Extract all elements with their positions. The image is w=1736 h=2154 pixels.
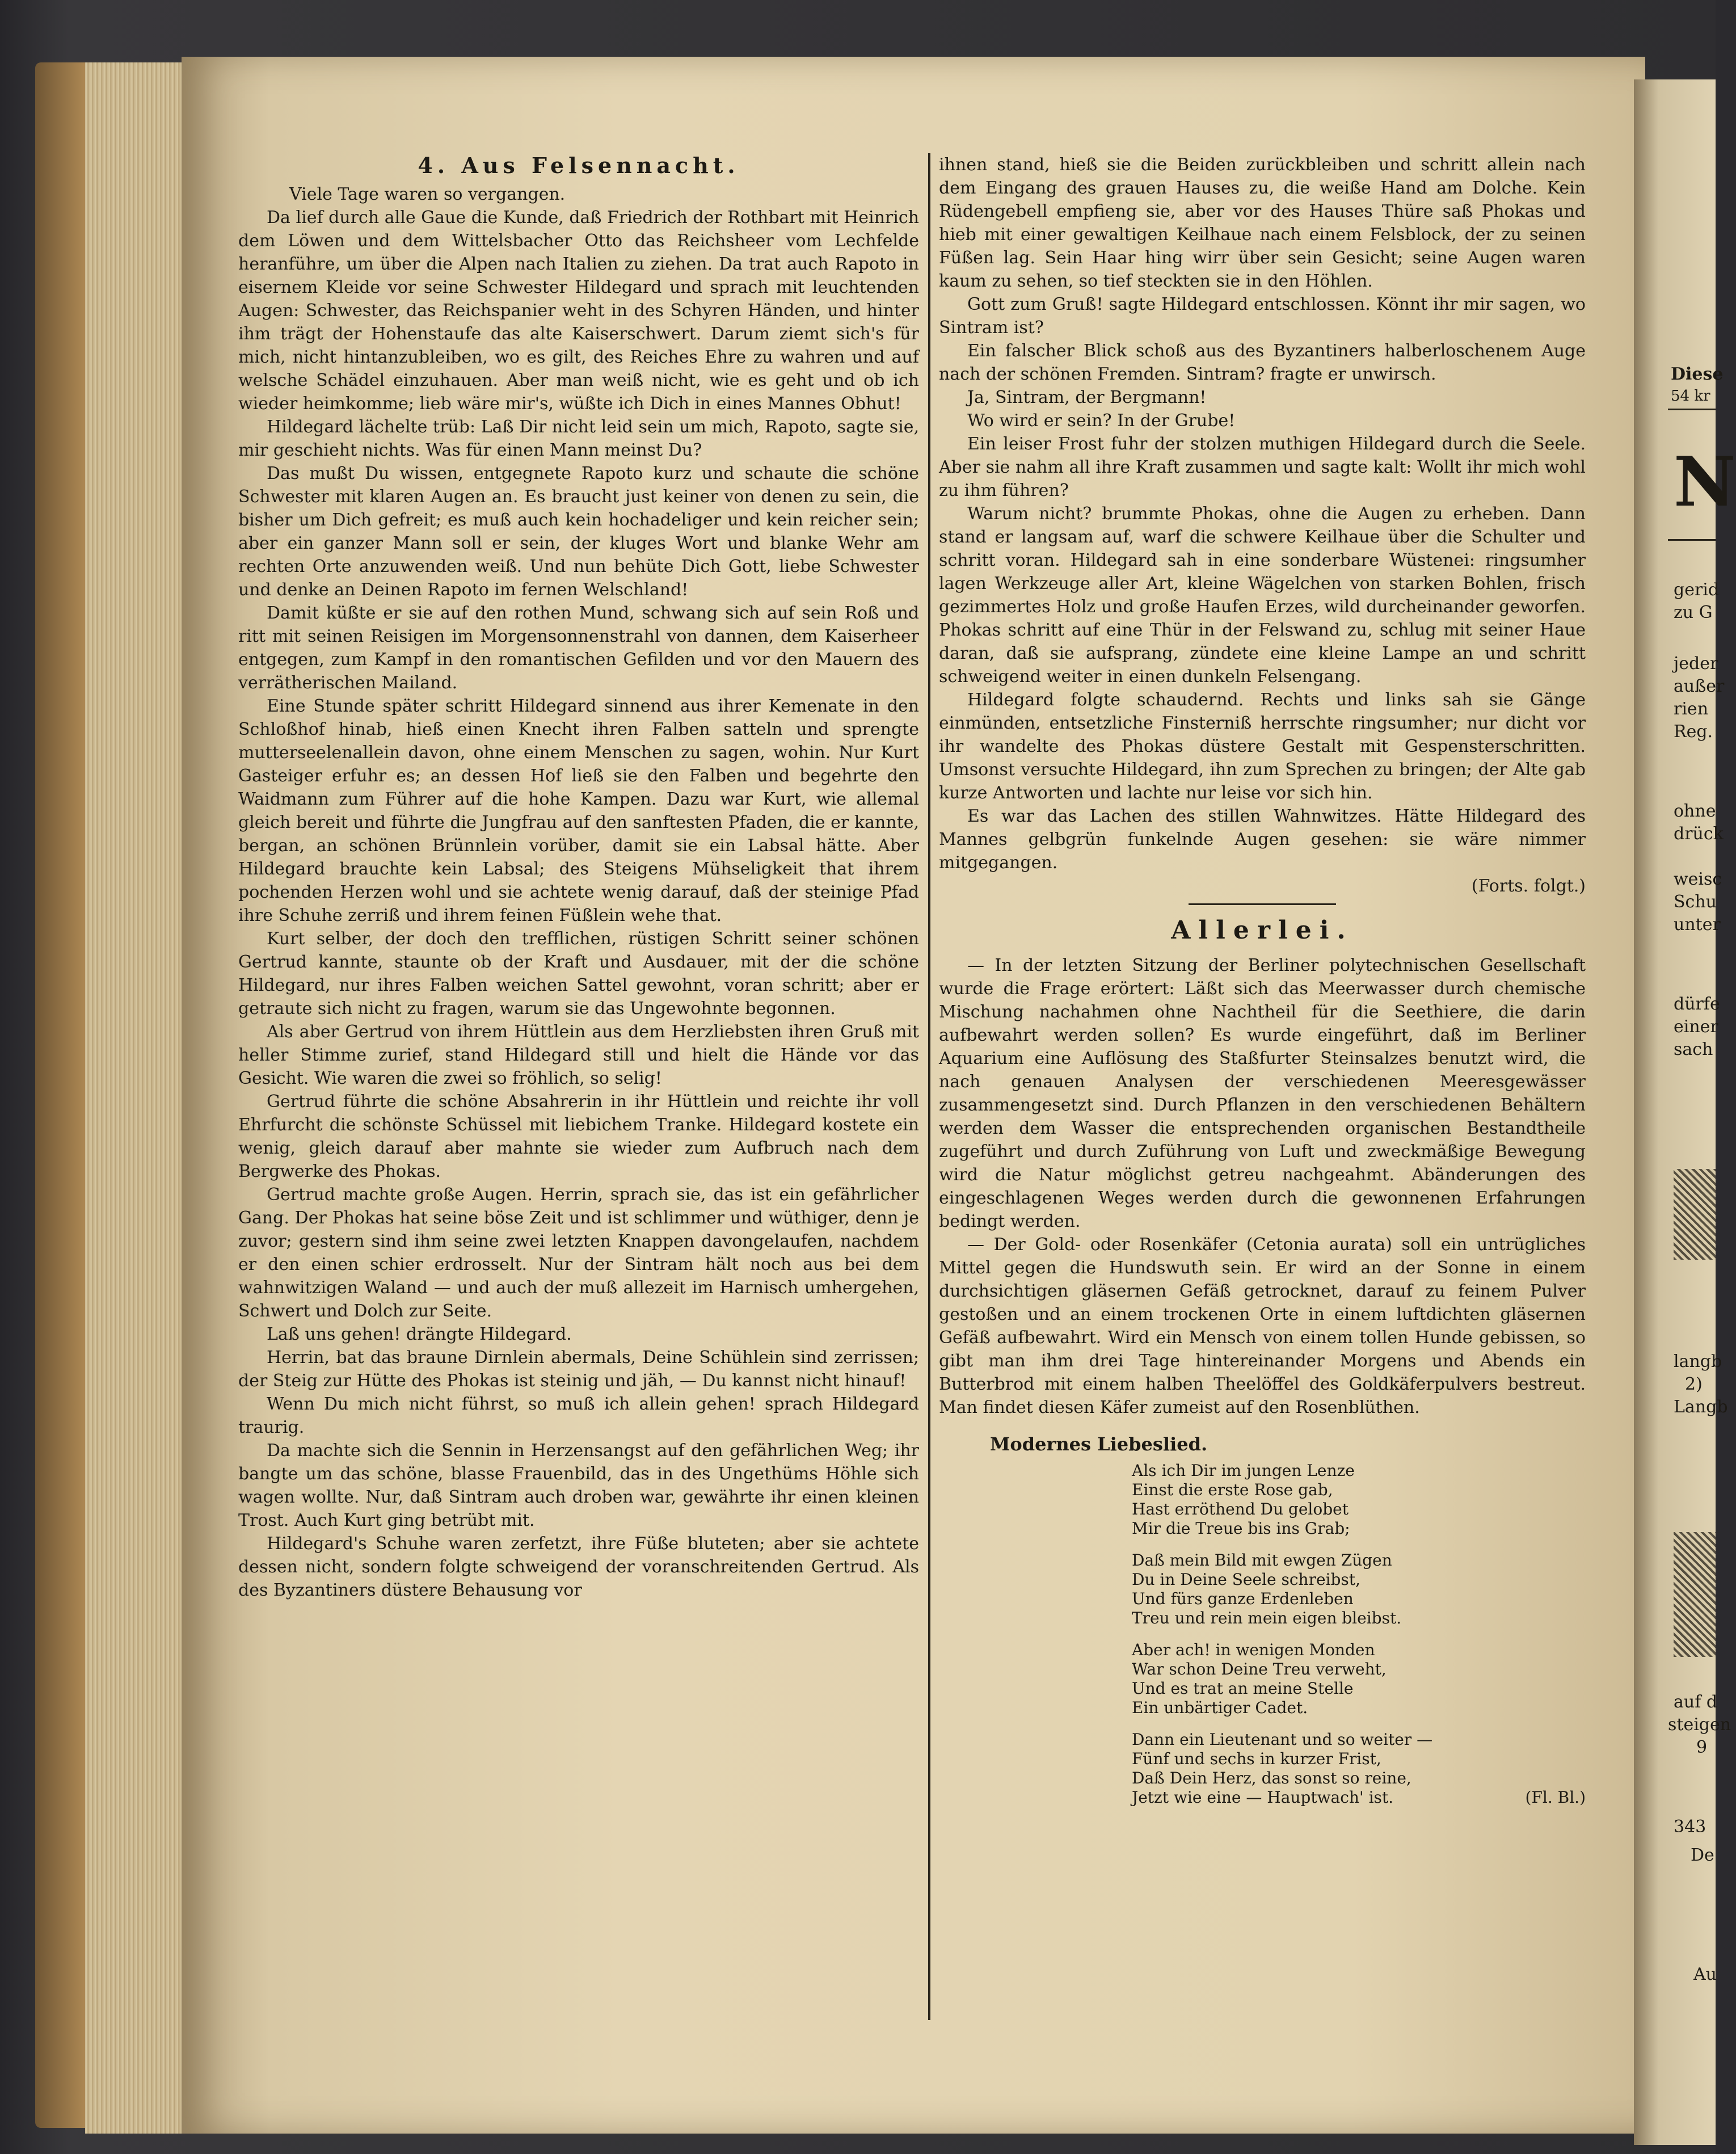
- next-page-fragment: einer: [1674, 1017, 1718, 1037]
- next-page-rule: [1668, 409, 1716, 410]
- paragraph: Kurt selber, der doch den trefflichen, rüstigen Schritt seiner schönen Gertrud kannte, staunte ob der Kraft und Ausdauer, mit der die schöne Hildegard, nur ihres Falben weichen Sattel gewohnt, voran schritt; aber er getraute sich nicht zu fragen, warum sie das Ungewohnte begonnen.: [238, 929, 919, 1019]
- poem-line: War schon Deine Treu verweht,: [1132, 1660, 1387, 1678]
- paragraph: Warum nicht? brummte Phokas, ohne die Augen zu erheben. Dann stand er langsam auf, warf die schwere Keilhaue über die Schulter und schritt voran. Hildegard sah in eine sonderbare Wüstenei: ringsumher lagen Werkzeuge aller Art, kleine Wägelchen von starken Bohlen, frisch gezimmertes Holz und große Haufen Erzes, wild durcheinander geworfen. Phokas schritt auf eine Thür in der Felswand zu, schlug mit seiner Haue daran, daß sie aufsprang, zündete eine kleine Lampe an und schritt schweigend weiter in einen dunkeln Felsengang.: [939, 504, 1586, 687]
- section-title: Allerlei.: [1171, 916, 1354, 945]
- poem-line: Dann ein Lieutenant und so weiter —: [1132, 1730, 1433, 1749]
- next-page-fragment: drück: [1674, 824, 1724, 844]
- poem-stanza: [1132, 1640, 1586, 1718]
- next-page-fragment: weisc: [1674, 869, 1722, 889]
- poem-line: Als ich Dir im jungen Lenze: [1132, 1461, 1355, 1480]
- paragraph: Hildegard folgte schaudernd. Rechts und links sah sie Gänge einmünden, entsetzliche Finsterniß herrschte ringsumher; nur dicht vor ihr wandelte des Phokas düstere Gestalt mit Gespensterschritten. Umsonst versuchte Hildegard, ihn zum Sprechen zu bringen; der Alte gab kurze Antworten und lachte nur leise vor sich hin.: [939, 690, 1586, 803]
- paragraph: Wo wird er sein? In der Grube!: [967, 411, 1236, 431]
- paragraph: Herrin, bat das braune Dirnlein abermals, Deine Schühlein sind zerrissen; der Steig zur Hütte des Phokas ist steinig und jäh, — Du kannst nicht hinauf!: [238, 1348, 919, 1391]
- poem-line: Ein unbärtiger Cadet.: [1132, 1698, 1308, 1717]
- paragraph: ihnen stand, hieß sie die Beiden zurückbleiben und schritt allein nach dem Eingang des grauen Hauses zu, die weiße Hand am Dolche. Kein Rüdengebell empfieng sie, aber vor des Hauses Thüre saß Phokas und hieb mit einer gewaltigen Keilhaue nach einem Felsblock, der zu seinen Füßen lag. Sein Haar hing wirr über sein Gesicht; seine Augen waren kaum zu sehen, so tief steckten sie in den Höhlen.: [939, 155, 1586, 291]
- poem-title: Modernes Liebeslied.: [990, 1433, 1208, 1455]
- poem-line: Mir die Treue bis ins Grab;: [1132, 1519, 1350, 1538]
- news-item: — In der letzten Sitzung der Berliner polytechnischen Gesellschaft wurde die Frage erörtert: Läßt sich das Meerwasser durch chemische Mischung nachahmen ohne Nachtheil für die Seethiere, die darin aufbewahrt werden sollen? Es wurde eingeführt, daß im Berliner Aquarium eine Auflösung des Staßfurter Steinsalzes benutzt wird, die nach genauen Analysen der verschiedenen Meeresgewässer zusammengesetzt sind. Durch Pflanzen in den verschiedenen Behältern werden dem Wasser die entsprechenden organischen Bestandtheile zugeführt und durch Zuführung von Luft und zweckmäßige Bewegung wird die Natur möglichst getreu nachgeahmt. Abänderungen des eingeschlagenen Weges werden durch die gewonnenen Erfahrungen bedingt werden.: [939, 956, 1586, 1231]
- chapter-heading: 4. Aus Felsennacht.: [418, 153, 740, 178]
- news-item: — Der Gold- oder Rosenkäfer (Cetonia aurata) soll ein untrügliches Mittel gegen die Hundswuth sein. Er wird an der Sonne in einem durchsichtigen gläsernen Gefäß getrocknet, darauf zu feinem Pulver gestoßen und an einem trockenen Orte in einem luftdichten gläsernen Gefäß aufbewahrt. Wird ein Mensch von einem tollen Hunde gebissen, so gibt man ihm drei Tage hintereinander Morgens und Abends ein Butterbrod mit einem halben Theelöffel des Goldkäferpulvers bestreut. Man findet diesen Käfer zumeist auf den Rosenblüthen.: [939, 1235, 1586, 1417]
- next-page-fragment: außer: [1674, 676, 1725, 696]
- paragraph: Ein leiser Frost fuhr der stolzen muthigen Hildegard durch die Seele. Aber sie nahm all ihre Kraft zusammen und sagte kalt: Wollt ihr mich wohl zu ihm führen?: [939, 434, 1586, 500]
- poem-line: Daß Dein Herz, das sonst so reine,: [1132, 1769, 1411, 1787]
- next-page-illustration: [1674, 1169, 1716, 1260]
- poem-stanza: [1132, 1730, 1586, 1807]
- column-divider: [928, 153, 930, 2020]
- paragraph: Viele Tage waren so vergangen.: [289, 184, 566, 204]
- next-page-fragment: steigen: [1668, 1715, 1731, 1735]
- paragraph: Ja, Sintram, der Bergmann!: [967, 388, 1207, 407]
- paragraph: Gott zum Gruß! sagte Hildegard entschlossen. Könnt ihr mir sagen, wo Sintram ist?: [939, 295, 1586, 338]
- right-column: [939, 153, 1586, 1820]
- next-page-fragment: sach: [1674, 1040, 1713, 1059]
- paragraph: Laß uns gehen! drängte Hildegard.: [267, 1324, 572, 1344]
- next-page-illustration: [1674, 1532, 1716, 1657]
- paragraph: Da lief durch alle Gaue die Kunde, daß Friedrich der Rothbart mit Heinrich dem Löwen und dem Wittelsbacher Otto das Reichsheer vom Lechfelde heranführe, um über die Alpen nach Italien zu ziehen. Da trat auch Rapoto in eisernem Kleide vor seine Schwester Hildegard und sprach mit leuchtenden Augen: Schwester, das Reichspanier weht in des Schyren Händen, und hinter ihm trägt der Hohenstaufe das alte Kaiserschwert. Darum ziemt sich's für mich, nicht hintanzubleiben, wo es gilt, des Reiches Ehre zu wahren und auf welsche Schädel einzuhauen. Aber man weiß nicht, wie es geht und ob ich wieder heimkomme; lieb wäre mir's, wüßte ich Dich in eines Mannes Obhut!: [238, 208, 919, 414]
- paragraph: Wenn Du mich nicht führst, so muß ich allein gehen! sprach Hildegard traurig.: [238, 1394, 919, 1437]
- next-page-fragment: ohne: [1674, 801, 1716, 821]
- next-page-fragment: zu G: [1674, 603, 1713, 622]
- next-page-fragment: gerid: [1674, 580, 1720, 600]
- poem-stanza: [1132, 1461, 1586, 1538]
- poem-source: (Fl. Bl.): [1525, 1788, 1586, 1807]
- paragraph: Da machte sich die Sennin in Herzensangst auf den gefährlichen Weg; ihr bangte um das schöne, blasse Frauenbild, das in des Ungethüms Höhle sich wagen wollte. Nur, daß Sintram auch droben war, gewährte ihr einen kleinen Trost. Auch Kurt ging betrübt mit.: [238, 1441, 919, 1530]
- paragraph: Gertrud machte große Augen. Herrin, sprach sie, das ist ein gefährlicher Gang. Der Phokas hat seine böse Zeit und ist schlimmer und wüthiger, denn je zuvor; gestern sind ihm seine zwei letzten Knappen davongelaufen, nachdem er den einen schier erdrosselt. Nur der Sintram hält noch aus bei dem wahnwitzigen Waland — und auch der muß allezeit im Harnisch umhergehen, Schwert und Dolch zur Seite.: [238, 1185, 919, 1321]
- next-page-fragment: auf d: [1674, 1692, 1718, 1712]
- next-page-fragment: rien: [1674, 699, 1709, 719]
- poem-line: Fünf und sechs in kurzer Frist,: [1132, 1749, 1381, 1768]
- poem-line: Daß mein Bild mit ewgen Zügen: [1132, 1551, 1392, 1570]
- poem-line: Du in Deine Seele schreibst,: [1132, 1570, 1360, 1589]
- paragraph: Das mußt Du wissen, entgegnete Rapoto kurz und schaute die schöne Schwester mit klaren Augen an. Es braucht just keiner von denen zu sein, die bisher um Dich gefreit; es muß auch kein hochadeliger und kein reicher sein; aber ein ganzer Mann soll er sein, der kluges Wort und blanke Wehr am rechten Orte anzuwenden weiß. Und nun behüte Dich Gott, liebe Schwester und denke an Deinen Rapoto im fernen Welschland!: [238, 464, 919, 600]
- next-page-fragment: N: [1674, 442, 1736, 522]
- next-page-fragment: jeder: [1674, 654, 1718, 674]
- paragraph: Hildegard's Schuhe waren zerfetzt, ihre Füße bluteten; aber sie achtete dessen nicht, sondern folgte schweigend der voranschreitenden Gertrud. Als des Byzantiners düstere Behausung vor: [238, 1534, 919, 1600]
- poem-line: Aber ach! in wenigen Monden: [1132, 1640, 1375, 1659]
- next-page-fragment: 9: [1696, 1737, 1708, 1757]
- next-page-fragment: unter: [1674, 915, 1721, 935]
- poem-stanza: [1132, 1551, 1586, 1628]
- poem-line: Treu und rein mein eigen bleibst.: [1132, 1609, 1402, 1627]
- next-page-fragment: Diese: [1671, 364, 1724, 384]
- next-page-fragment: langb: [1674, 1352, 1722, 1372]
- next-page-fragment: 343: [1674, 1817, 1706, 1837]
- paragraph: Als aber Gertrud von ihrem Hüttlein aus dem Herzliebsten ihren Gruß mit heller Stimme zurief, stand Hildegard still und hielt die Hände vor das Gesicht. Wie waren die zwei so fröhlich, so selig!: [238, 1022, 919, 1088]
- next-page-fragment: De: [1691, 1845, 1714, 1865]
- next-page-fragment: dürfe: [1674, 994, 1720, 1014]
- poem-line: Einst die erste Rose gab,: [1132, 1480, 1333, 1499]
- left-column: [238, 153, 919, 1602]
- continued-note: (Forts. folgt.): [1471, 876, 1586, 896]
- paragraph: Gertrud führte die schöne Absahrerin in ihr Hüttlein und reichte ihr voll Ehrfurcht die schönste Schüssel mit liebichem Tranke. Hildegard kostete ein wenig, gleich darauf aber mahnte sie wieder zum Aufbruch nach dem Bergwerke des Phokas.: [238, 1092, 919, 1181]
- paragraph: Es war das Lachen des stillen Wahnwitzes. Hätte Hildegard des Mannes gelbgrün funkelnde Augen gesehen: sie wäre nimmer mitgegangen.: [939, 806, 1586, 873]
- next-page-rule: [1668, 539, 1716, 541]
- paragraph: Damit küßte er sie auf den rothen Mund, schwang sich auf sein Roß und ritt mit seinen Reisigen im Morgensonnenstrahl von dannen, dem Kaiserheer entgegen, zum Kampf in den romantischen Gefilden und vor den Mauern des verrätherischen Mailand.: [238, 603, 919, 693]
- next-page-fragment: Au: [1693, 1964, 1717, 1984]
- poem-line: Hast erröthend Du gelobet: [1132, 1500, 1349, 1518]
- section-rule: [1189, 903, 1336, 905]
- next-page-fragment: 2): [1685, 1374, 1703, 1394]
- next-page-fragment: Reg.: [1674, 722, 1713, 742]
- poem-line: Und es trat an meine Stelle: [1132, 1679, 1354, 1698]
- paragraph: Ein falscher Blick schoß aus des Byzantiners halberloschenem Auge nach der schönen Fremden. Sintram? fragte er unwirsch.: [939, 341, 1586, 384]
- next-page-fragment: 54 kr: [1671, 388, 1710, 405]
- poem-line: Und fürs ganze Erdenleben: [1132, 1589, 1354, 1608]
- next-page-fragment: Schu: [1674, 892, 1717, 912]
- poem-line: Jetzt wie eine — Hauptwach' ist.: [1132, 1788, 1394, 1807]
- paragraph: Eine Stunde später schritt Hildegard sinnend aus ihrer Kemenate in den Schloßhof hinab, hieß einen Knecht ihren Falben satteln und sprengte mutterseelenallein davon, ohne einem Menschen zu sagen, wohin. Nur Kurt Gasteiger erfuhr es; an dessen Hof ließ sie den Falben und begehrte den Waidmann zum Führer auf die hohe Kampen. Dazu war Kurt, wie allemal gleich bereit und führte die Jungfrau auf den sanftesten Pfaden, die er kannte, bergan, an schönen Brünnlein vorüber, damit sie ein Labsal hätte. Aber Hildegard brauchte kein Labsal; des Steigens Mühseligkeit that ihrem pochenden Herzen wohl und sie achtete wenig darauf, daß der steinige Pfad ihre Schuhe zerriß und ihrem feinen Füßlein wehe that.: [238, 696, 919, 925]
- next-page-fragment: Langb: [1674, 1397, 1728, 1417]
- paragraph: Hildegard lächelte trüb: Laß Dir nicht leid sein um mich, Rapoto, sagte sie, mir geschieht nichts. Was für einen Mann meinst Du?: [238, 417, 919, 460]
